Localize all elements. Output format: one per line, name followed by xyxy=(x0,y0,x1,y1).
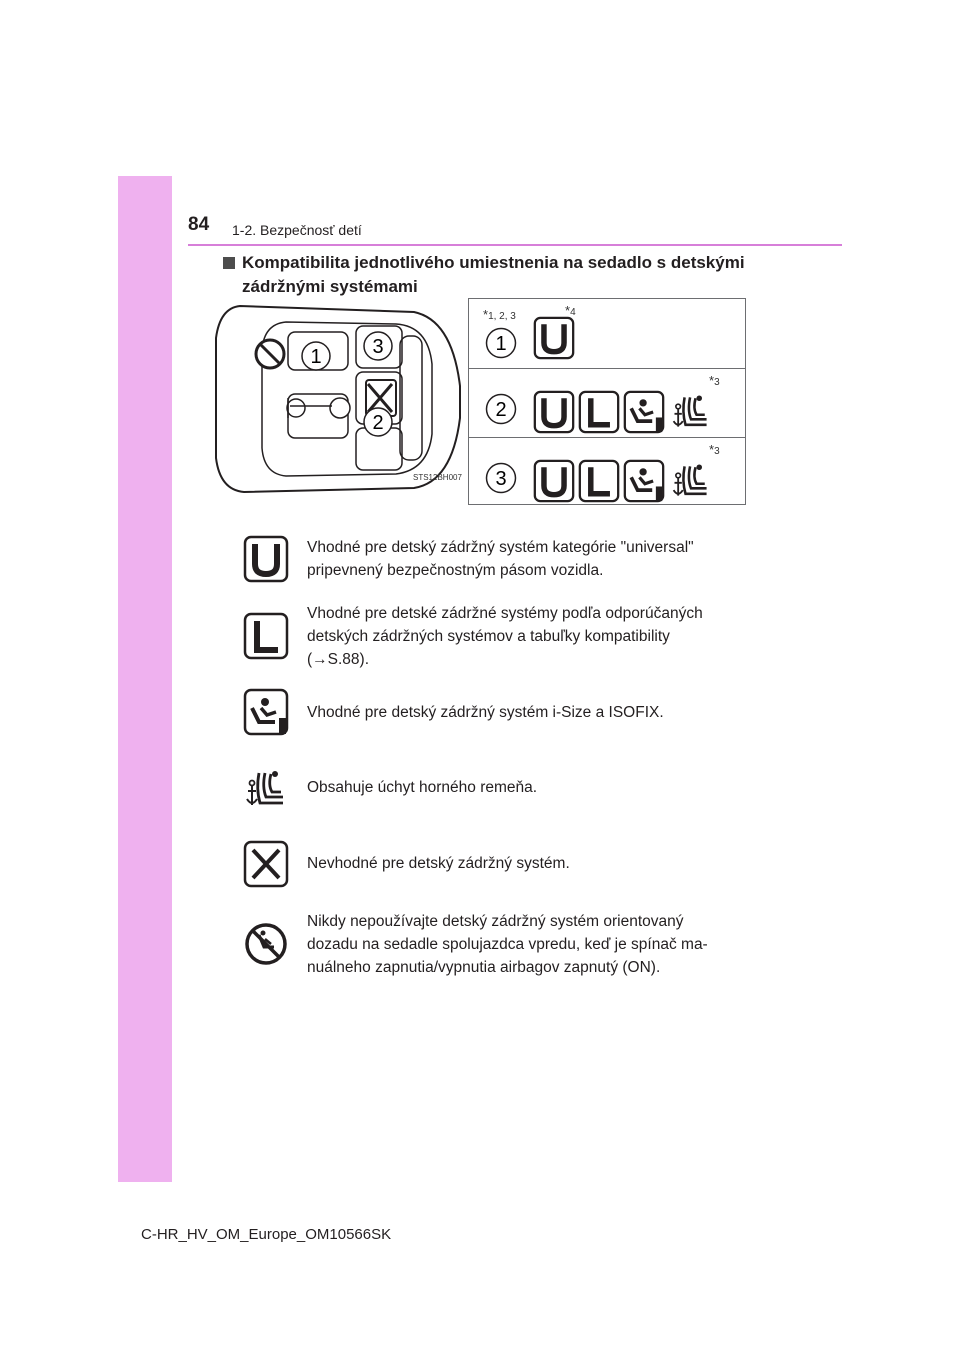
seat-number-badge xyxy=(485,393,517,425)
legend-l-category-icon xyxy=(243,612,289,660)
seat-row xyxy=(469,299,745,367)
seat-row xyxy=(469,368,745,437)
legend-universal-u-icon xyxy=(243,535,289,583)
seat-number-badge xyxy=(485,327,517,359)
section-title: 1-2. Bezpečnosť detí xyxy=(232,222,362,238)
universal-u-icon xyxy=(533,390,575,434)
isofix-icon xyxy=(623,390,665,434)
row-note-right: *4 xyxy=(565,303,576,318)
car-seat-marker: 1 xyxy=(310,346,322,368)
figure-code: STS12BH007 xyxy=(413,473,462,482)
icon-strip xyxy=(533,458,714,504)
anchor-icon xyxy=(668,459,714,503)
legend-text-isofix: Vhodné pre detský zádržný systém i-Size a ISOFIX. xyxy=(307,704,664,721)
legend-text-anchor: Obsahuje úchyt horného remeňa. xyxy=(307,779,538,796)
legend-text-not-suitable: Nevhodné pre detský zádržný systém. xyxy=(307,855,570,872)
icon-strip xyxy=(533,389,714,435)
legend-cross-icon xyxy=(243,840,289,888)
header-rule xyxy=(188,244,842,246)
page-number: 84 xyxy=(188,214,210,235)
anchor-icon xyxy=(668,390,714,434)
svg-text:3: 3 xyxy=(495,468,507,490)
universal-u-icon xyxy=(533,316,575,360)
section-heading: Kompatibilita jednotlivého umiestnenia na sedadlo s detskými zádržnými systémami xyxy=(242,253,745,296)
legend-text-universal: Vhodné pre detský zádržný systém kategórie "universal" pripevnený bezpečnostným pásom vozidla. xyxy=(307,539,694,579)
car-seat-marker: 3 xyxy=(372,336,384,358)
row-note-left: *1, 2, 3 xyxy=(483,307,516,322)
l-category-icon xyxy=(578,459,620,503)
document-footer: C-HR_HV_OM_Europe_OM10566SK xyxy=(141,1226,392,1243)
svg-text:2: 2 xyxy=(495,399,507,421)
legend-isofix-icon xyxy=(243,688,289,736)
chapter-tab xyxy=(118,176,172,1182)
row-note-right: *3 xyxy=(709,442,720,457)
row-note-right: *3 xyxy=(709,373,720,388)
legend-text-l-category: Vhodné pre detské zádržné systémy podľa odporúčaných detských zádržných systémov a tabuľky kompatibility (→S.88). xyxy=(307,605,703,668)
universal-u-icon xyxy=(533,459,575,503)
car-seat-marker: 2 xyxy=(372,412,384,434)
seat-row xyxy=(469,437,745,506)
seat-compatibility-table xyxy=(468,298,746,505)
svg-text:1: 1 xyxy=(495,333,507,355)
legend-anchor-icon xyxy=(243,765,289,813)
heading-bullet-icon xyxy=(223,257,235,269)
legend-prohibited-icon xyxy=(243,920,289,968)
isofix-icon xyxy=(623,459,665,503)
icon-strip xyxy=(533,315,575,361)
legend-text-rear-facing-warning: Nikdy nepoužívajte detský zádržný systém orientovaný dozadu na sedadle spolujazdca vpredu, keď je spínač ma- nuálneho zapnutia/vypnutia airbagov zapnutý (ON). xyxy=(307,913,708,976)
l-category-icon xyxy=(578,390,620,434)
compatibility-figure xyxy=(200,298,746,505)
seat-number-badge xyxy=(485,462,517,494)
